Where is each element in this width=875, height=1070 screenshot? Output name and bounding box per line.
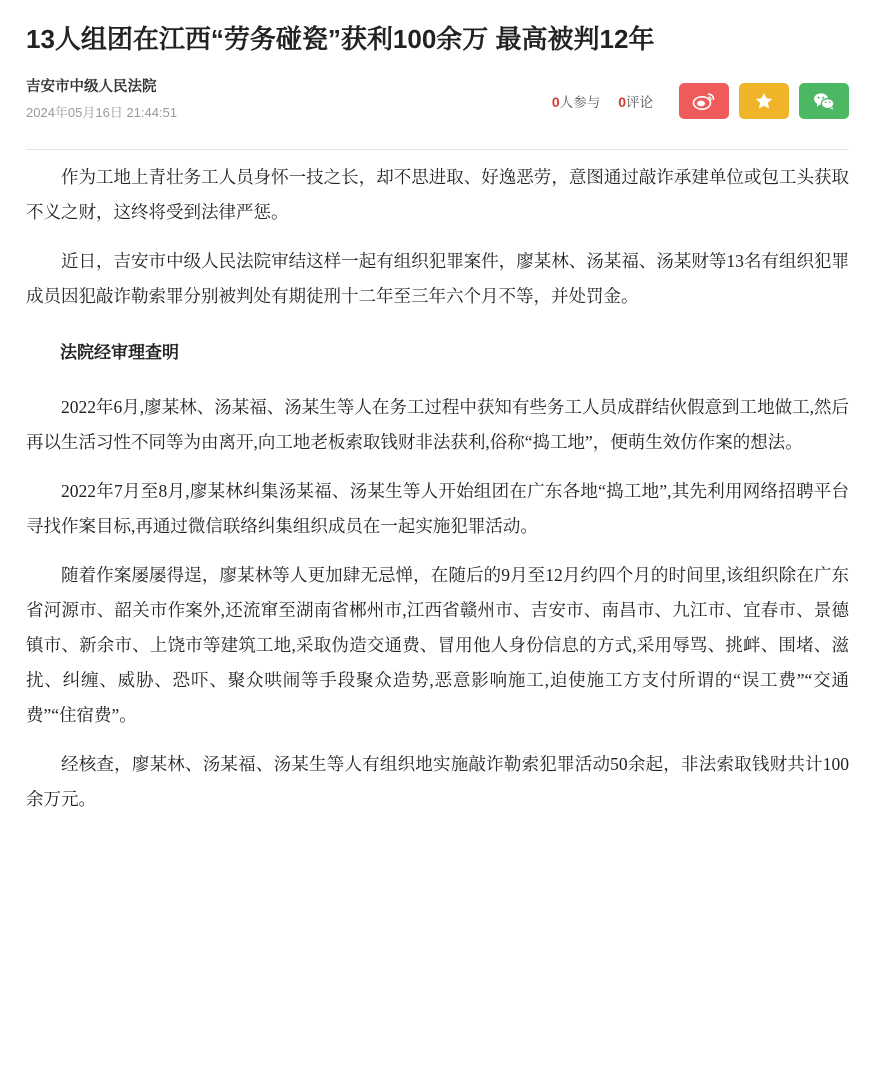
favorite-button[interactable] bbox=[739, 83, 789, 119]
star-icon bbox=[754, 91, 774, 111]
wechat-icon bbox=[812, 91, 836, 111]
article-paragraph: 随着作案屡屡得逞，廖某林等人更加肆无忌惮，在随后的9月至12月约四个月的时间里,该组织除在广东省河源市、韶关市作案外,还流窜至湖南省郴州市,江西省赣州市、吉安市、南昌市、九江市、宜春市、景德镇市、新余市、上饶市等建筑工地,采取伪造交通费、冒用他人身份信息的方式,采用辱骂、挑衅、围堵、滋扰、纠缠、威胁、恐吓、聚众哄闹等手段聚众造势,恶意影响施工,迫使施工方支付所谓的“误工费”“交通费”“住宿费”。 bbox=[26, 565, 849, 726]
article-paragraph: 2022年7月至8月,廖某林纠集汤某福、汤某生等人开始组团在广东各地“捣工地”,其先利用网络招聘平台寻找作案目标,再通过微信联络纠集组织成员在一起实施犯罪活动。 bbox=[26, 481, 849, 537]
page-title: 13人组团在江西“劳务碰瓷”获利100余万 最高被判12年 bbox=[26, 24, 655, 54]
wechat-share-button[interactable] bbox=[799, 83, 849, 119]
comments-label: 评论 bbox=[626, 95, 653, 111]
meta-right-group bbox=[552, 83, 849, 119]
weibo-icon bbox=[692, 91, 716, 111]
comments-count[interactable] bbox=[618, 91, 653, 111]
participants-label: 人参与 bbox=[559, 95, 601, 111]
article-paragraph: 作为工地上青壮务工人员身怀一技之长，却不思进取、好逸恶劳，意图通过敲诈承建单位或包工头获取不义之财，这终将受到法律严惩。 bbox=[26, 167, 849, 223]
article-body bbox=[26, 150, 849, 817]
comments-number: 0 bbox=[618, 94, 626, 111]
participants-count bbox=[552, 91, 600, 111]
article-paragraph: 近日，吉安市中级人民法院审结这样一起有组织犯罪案件，廖某林、汤某福、汤某财等13名有组织犯罪成员因犯敲诈勒索罪分别被判处有期徒刑十二年至三年六个月不等，并处罚金。 bbox=[26, 251, 849, 307]
article-meta bbox=[26, 77, 849, 135]
article-timestamp: 2024年05月16日 21:44:51 bbox=[26, 105, 178, 121]
article-subheading: 法院经审理查明 bbox=[60, 343, 179, 363]
engagement-counts bbox=[552, 91, 653, 111]
article-source: 吉安市中级人民法院 bbox=[26, 79, 157, 96]
article-paragraph: 经核查，廖某林、汤某福、汤某生等人有组织地实施敲诈勒索犯罪活动50余起，非法索取钱财共计100余万元。 bbox=[26, 754, 849, 810]
participants-number: 0 bbox=[551, 94, 560, 111]
weibo-share-button[interactable] bbox=[679, 83, 729, 119]
share-buttons bbox=[679, 83, 849, 119]
article-paragraph: 2022年6月,廖某林、汤某福、汤某生等人在务工过程中获知有些务工人员成群结伙假意到工地做工,然后再以生活习性不同等为由离开,向工地老板索取钱财非法获利,俗称“捣工地”，便萌生效仿作案的想法。 bbox=[26, 397, 849, 453]
